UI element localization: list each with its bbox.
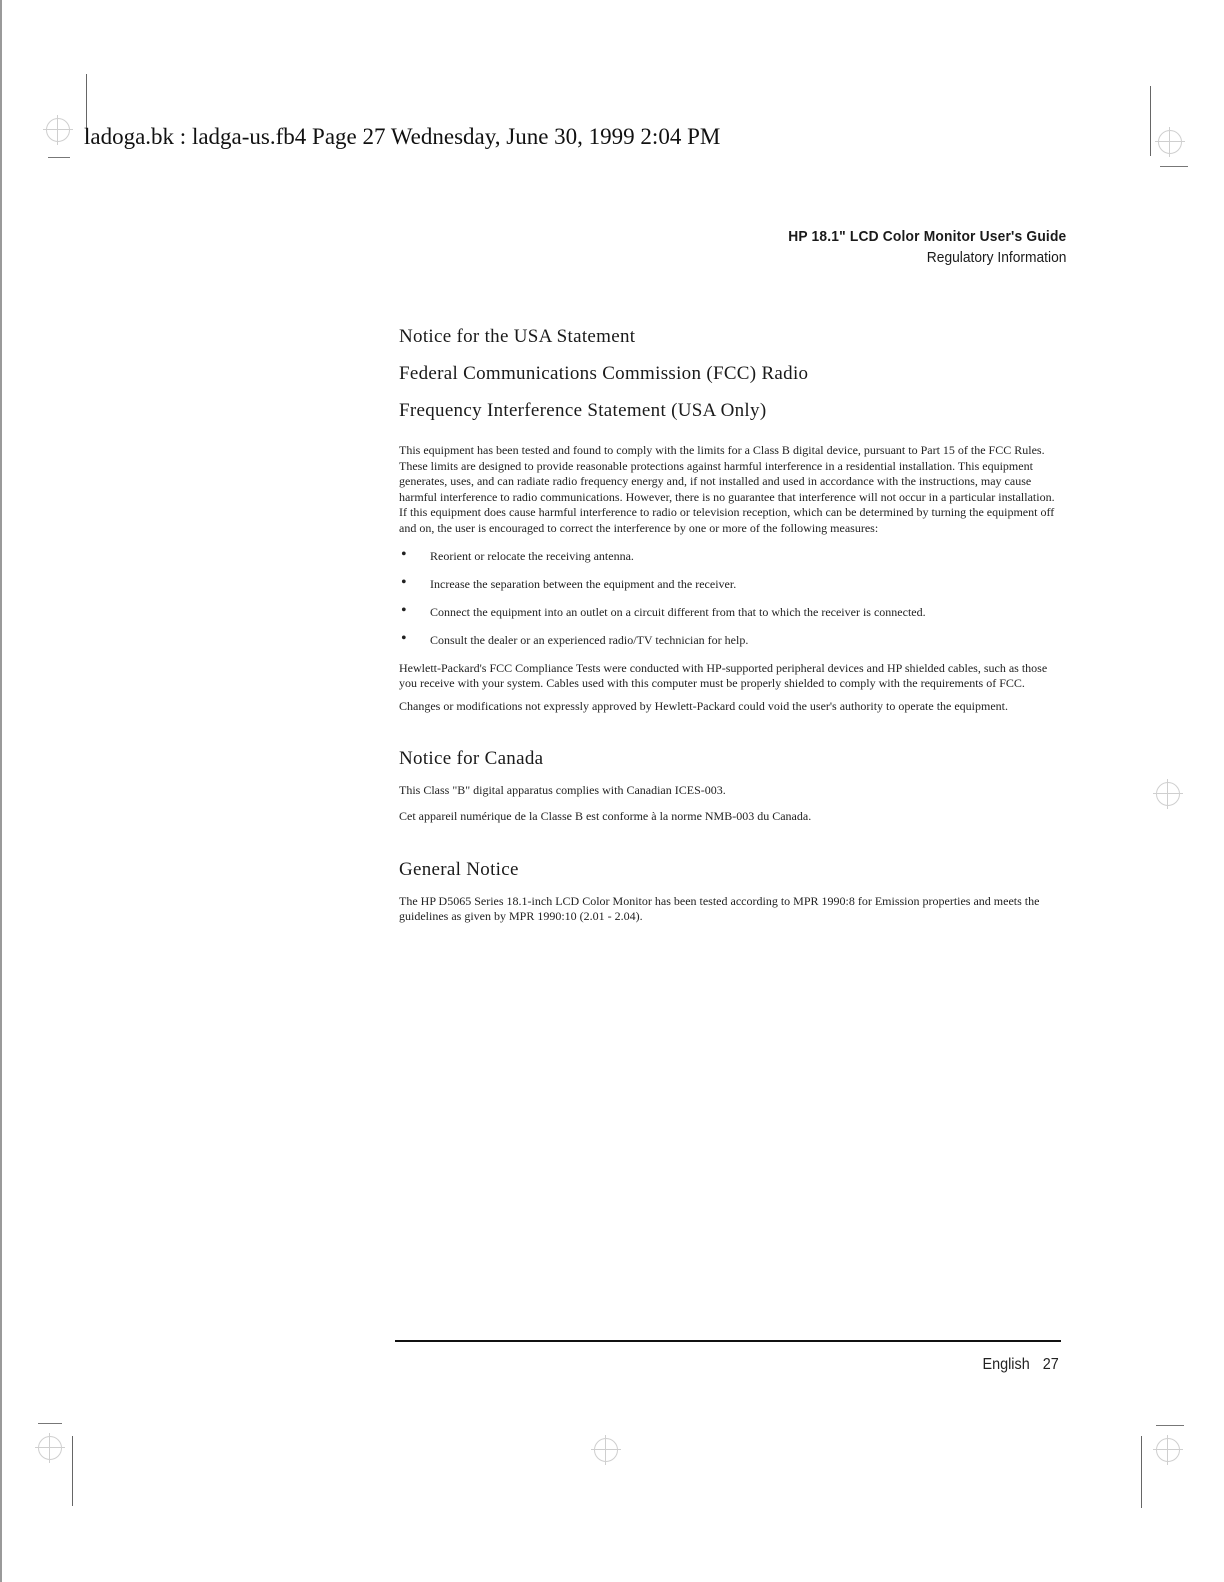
running-head-title: HP 18.1" LCD Color Monitor User's Guide bbox=[787, 228, 1066, 245]
fcc-paragraph: This equipment has been tested and found to comply with the limits for a Class B digital device, pursuant to Part 15 of the FCC Rules. These limits are designed to provide reasonable protections against harmful interference in a residential installation. This equipment generates, uses, and can radiate radio frequency energy and, if not installed and used in accordance with the instructions, may cause harmful interference to radio communications. However, there is no guarantee that interference will not occur in a particular installation. If this equipment does cause harmful interference to radio or television reception, which can be determined by turning the equipment off and on, the user is encouraged to correct the interference by one or more of the following measures: bbox=[399, 443, 1055, 535]
print-slug-line: ladoga.bk : ladga-us.fb4 Page 27 Wednesday, June 30, 1999 2:04 PM bbox=[84, 124, 721, 149]
list-item: • Consult the dealer or an experienced radio/TV technician for help. bbox=[399, 633, 1064, 648]
fcc-heading-line2: Frequency Interference Statement (USA Only) bbox=[399, 400, 767, 421]
crop-mark bbox=[38, 1423, 62, 1424]
registration-mark-top-left bbox=[46, 118, 70, 142]
registration-mark-top-right bbox=[1158, 130, 1182, 154]
running-head-subtitle: Regulatory Information bbox=[926, 249, 1066, 266]
modifications-paragraph: Changes or modifications not expressly approved by Hewlett-Packard could void the user's authority to operate the equipment. bbox=[399, 698, 1009, 713]
registration-mark-bottom-center bbox=[594, 1438, 618, 1462]
registration-mark-mid-right bbox=[1156, 782, 1180, 806]
canada-notice-heading: Notice for Canada bbox=[399, 748, 544, 770]
crop-mark bbox=[72, 1436, 73, 1506]
fcc-heading-line1: Federal Communications Commission (FCC) Radio bbox=[399, 363, 809, 384]
registration-mark-bottom-left bbox=[38, 1436, 62, 1460]
canada-english-paragraph: This Class "B" digital apparatus complies with Canadian ICES-003. bbox=[399, 783, 726, 798]
canada-french-paragraph: Cet appareil numérique de la Classe B est conforme à la norme NMB-003 du Canada. bbox=[399, 808, 812, 823]
usa-notice-section bbox=[399, 318, 1064, 714]
footer-language: English bbox=[982, 1356, 1030, 1373]
page-footer bbox=[983, 1356, 1059, 1374]
list-item: • Increase the separation between the equipment and the receiver. bbox=[399, 577, 1064, 592]
crop-mark bbox=[1160, 166, 1188, 167]
running-head bbox=[764, 228, 1066, 266]
usa-notice-heading: Notice for the USA Statement bbox=[399, 326, 636, 347]
canada-notice-section bbox=[399, 740, 1064, 824]
main-content bbox=[399, 318, 1064, 932]
footer-rule bbox=[395, 1340, 1061, 1342]
list-item: • Reorient or relocate the receiving antenna. bbox=[399, 549, 1064, 564]
crop-mark bbox=[1150, 86, 1151, 156]
general-notice-paragraph: The HP D5065 Series 18.1-inch LCD Color Monitor has been tested according to MPR 1990:8 for Emission properties and meets the guidelines as given by MPR 1990:10 (2.01 - 2.04). bbox=[399, 893, 1040, 924]
general-notice-section bbox=[399, 851, 1064, 925]
list-item: • Connect the equipment into an outlet on a circuit different from that to which the receiver is connected. bbox=[399, 605, 1064, 620]
crop-mark bbox=[48, 157, 70, 158]
scan-edge bbox=[0, 0, 2, 1582]
crop-mark bbox=[1141, 1436, 1142, 1508]
measures-list bbox=[399, 549, 1064, 648]
compliance-paragraph: Hewlett-Packard's FCC Compliance Tests were conducted with HP-supported peripheral devices and HP shielded cables, such as those you receive with your system. Cables used with this computer must be properly shielded to comply with the requirements of FCC. bbox=[399, 660, 1048, 691]
page-number: 27 bbox=[1042, 1356, 1059, 1373]
general-notice-heading: General Notice bbox=[399, 858, 519, 880]
crop-mark bbox=[1156, 1425, 1184, 1426]
registration-mark-bottom-right bbox=[1156, 1438, 1180, 1462]
